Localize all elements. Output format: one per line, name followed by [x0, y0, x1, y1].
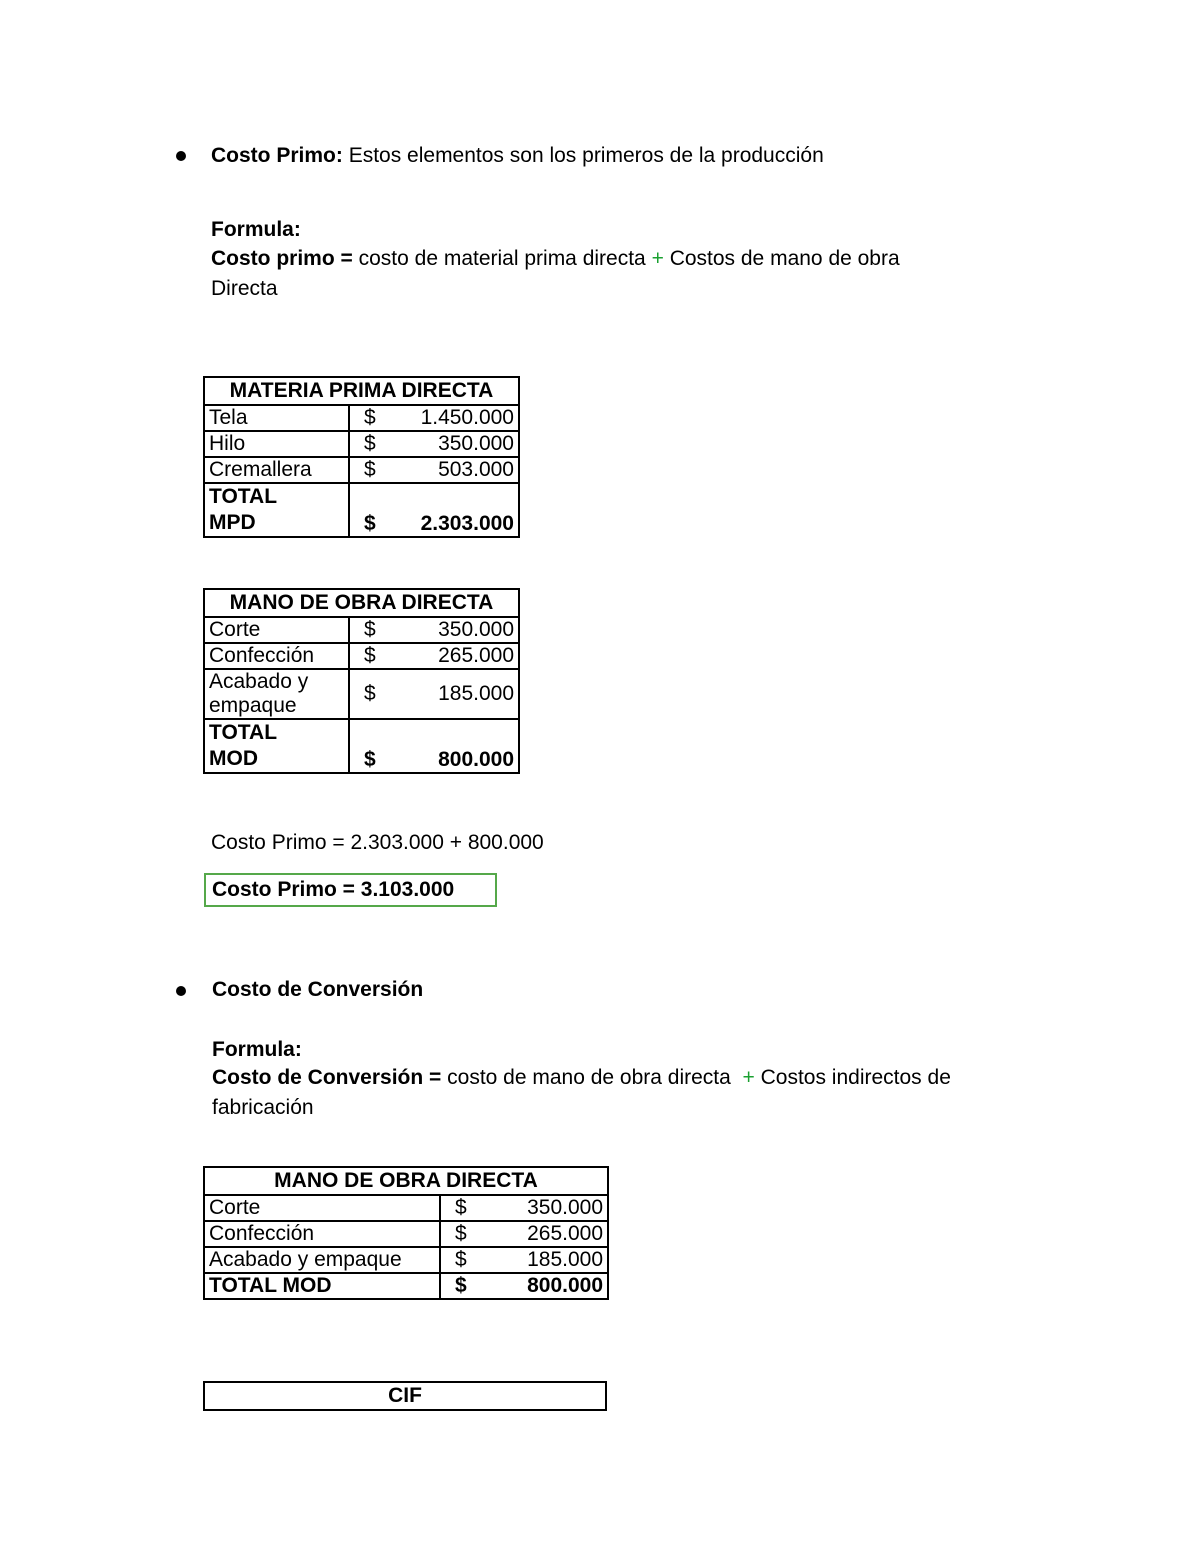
row-amount: $ 350.000 — [440, 1195, 608, 1221]
row-label: Acabado y empaque — [204, 669, 349, 719]
section1-formula-continued: Directa — [211, 277, 278, 300]
total-label: TOTAL MOD — [204, 1273, 440, 1299]
table-row — [204, 405, 519, 431]
table-row — [204, 643, 519, 669]
row-label: Corte — [204, 1195, 440, 1221]
row-amount: $ 1.450.000 — [349, 405, 519, 431]
row-amount: $ 350.000 — [349, 431, 519, 457]
calculation-result: Costo Primo = 3.103.000 — [204, 873, 497, 907]
row-label: Tela — [204, 405, 349, 431]
section2-formula-label: Formula: — [212, 1038, 302, 1061]
section1-description: Estos elementos son los primeros de la producción — [348, 144, 824, 167]
row-label: Confección — [204, 643, 349, 669]
row-amount: $ 185.000 — [440, 1247, 608, 1273]
table-header: MATERIA PRIMA DIRECTA — [204, 377, 519, 405]
mod-table-1 — [203, 588, 520, 774]
section1-title: Costo Primo: — [211, 144, 343, 167]
table-row — [204, 669, 519, 719]
row-amount: $ 350.000 — [349, 617, 519, 643]
table-row — [204, 457, 519, 483]
formula-name: Costo primo = — [211, 247, 353, 270]
table-header: MANO DE OBRA DIRECTA — [204, 1167, 608, 1195]
total-label: TOTAL MOD — [204, 719, 349, 773]
total-amount: $ 800.000 — [440, 1273, 608, 1299]
formula-term-2: Costos indirectos de — [760, 1066, 951, 1089]
section1-formula-label: Formula: — [211, 218, 301, 241]
total-amount: $ 800.000 — [349, 719, 519, 773]
plus-sign: + — [742, 1066, 755, 1089]
mpd-table — [203, 376, 520, 538]
table-row — [204, 431, 519, 457]
section1-formula — [211, 244, 900, 274]
row-label: Hilo — [204, 431, 349, 457]
table-row — [204, 1195, 608, 1221]
total-amount: $ 2.303.000 — [349, 483, 519, 537]
section2-title: Costo de Conversión — [212, 978, 424, 1001]
formula-term-1: costo de material prima directa — [358, 247, 646, 270]
total-row — [204, 719, 519, 773]
section2-formula — [212, 1063, 951, 1093]
section1-heading — [211, 141, 824, 171]
table-row — [204, 1247, 608, 1273]
formula-term-2: Costos de mano de obra — [669, 247, 900, 270]
total-row — [204, 1273, 608, 1299]
bullet-icon — [176, 986, 186, 996]
row-label: Confección — [204, 1221, 440, 1247]
table-header: MANO DE OBRA DIRECTA — [204, 589, 519, 617]
formula-term-1: costo de mano de obra directa — [447, 1066, 731, 1089]
plus-sign: + — [651, 247, 664, 270]
row-amount: $ 185.000 — [349, 669, 519, 719]
row-label: Cremallera — [204, 457, 349, 483]
row-label: Corte — [204, 617, 349, 643]
calculation-equation: Costo Primo = 2.303.000 + 800.000 — [211, 831, 544, 854]
total-label: TOTAL MPD — [204, 483, 349, 537]
table-header: CIF — [204, 1382, 606, 1410]
section2-formula-continued: fabricación — [212, 1096, 314, 1119]
bullet-icon — [176, 151, 186, 161]
mod-table-2 — [203, 1166, 609, 1300]
cif-table — [203, 1381, 607, 1411]
formula-name: Costo de Conversión = — [212, 1066, 442, 1089]
row-amount: $ 265.000 — [440, 1221, 608, 1247]
row-label: Acabado y empaque — [204, 1247, 440, 1273]
row-amount: $ 503.000 — [349, 457, 519, 483]
row-amount: $ 265.000 — [349, 643, 519, 669]
total-row — [204, 483, 519, 537]
table-row — [204, 617, 519, 643]
table-row — [204, 1221, 608, 1247]
